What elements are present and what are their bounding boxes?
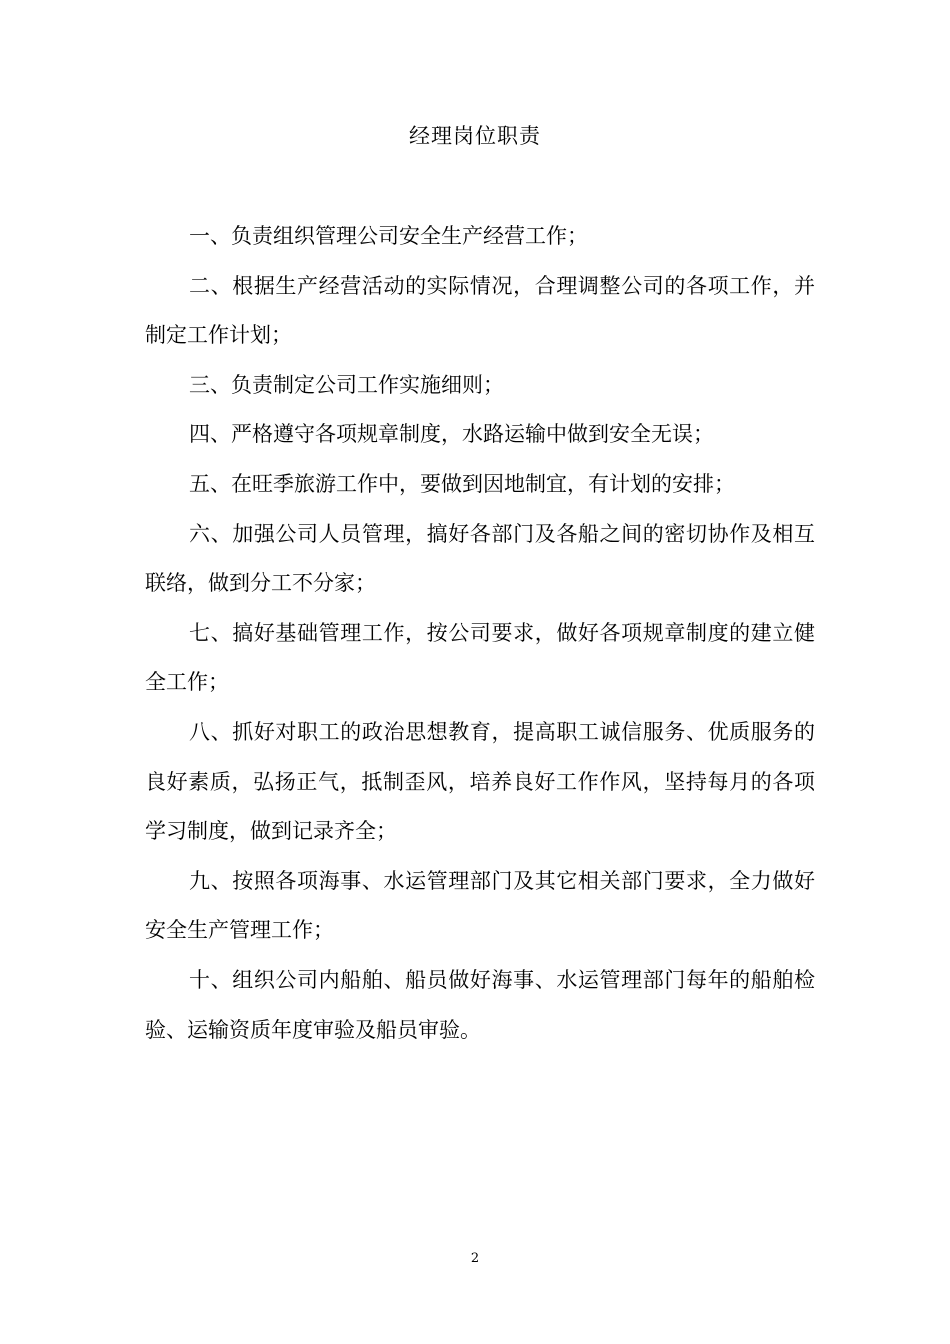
duty-item-10: 十、组织公司内船舶、船员做好海事、水运管理部门每年的船舶检验、运输资质年度审验及船员审验。 — [145, 967, 815, 1042]
duty-item-8: 八、抓好对职工的政治思想教育，提高职工诚信服务、优质服务的良好素质，弘扬正气，抵制歪风，培养良好工作作风，坚持每月的各项学习制度，做到记录齐全； — [145, 719, 815, 844]
duty-item-3: 三、负责制定公司工作实施细则； — [189, 372, 504, 397]
page-title: 经理岗位职责 — [409, 124, 541, 148]
page-number: 2 — [470, 1251, 480, 1266]
duty-item-6: 六、加强公司人员管理，搞好各部门及各船之间的密切协作及相互联络，做到分工不分家； — [145, 521, 815, 596]
duty-item-9: 九、按照各项海事、水运管理部门及其它相关部门要求，全力做好安全生产管理工作； — [145, 868, 815, 943]
document-body — [145, 212, 815, 1055]
duty-item-7: 七、搞好基础管理工作，按公司要求，做好各项规章制度的建立健全工作； — [145, 620, 815, 695]
duty-item-1: 一、负责组织管理公司安全生产经营工作； — [189, 224, 588, 248]
duty-item-5: 五、在旺季旅游工作中，要做到因地制宜，有计划的安排； — [189, 471, 735, 496]
duty-item-4: 四、严格遵守各项规章制度，水路运输中做到安全无误； — [189, 422, 714, 447]
duty-item-2: 二、根据生产经营活动的实际情况，合理调整公司的各项工作，并制定工作计划； — [145, 273, 815, 348]
